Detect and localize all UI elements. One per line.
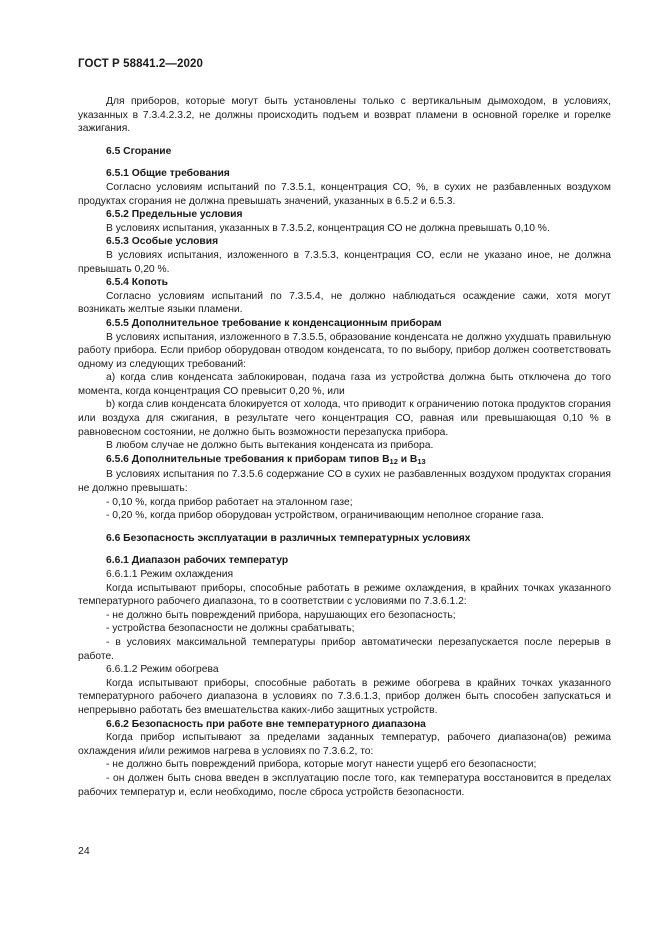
paragraph: 6.6.1.1 Режим охлаждения bbox=[106, 569, 234, 580]
subscript: 13 bbox=[417, 456, 426, 466]
paragraph: Для приборов, которые могут быть установлены только с вертикальным дымоходом, в условиях, указанных в 7.3.4.2.3.2, не должны происходить подъем и возврат пламени в основной горелке и горелке зажигания. bbox=[78, 96, 611, 135]
section-heading: 6.5.4 Копоть bbox=[106, 277, 168, 289]
paragraph: - 0,10 %, когда прибор работает на эталонном газе; bbox=[106, 496, 353, 508]
paragraph: Согласно условиям испытаний по 7.3.5.4, не должно наблюдаться осаждение сажи, хотя могут возникать желтые языки пламени. bbox=[78, 290, 611, 316]
subscript: 12 bbox=[389, 456, 398, 466]
paragraph: В условиях испытания по 7.3.5.6 содержание СО в сухих не разбавленных воздухом продуктах сгорания не должно превышать: bbox=[78, 469, 611, 495]
section-heading: 6.6.1 Диапазон рабочих температур bbox=[106, 555, 289, 567]
heading-text: и B bbox=[397, 453, 418, 465]
spacer bbox=[78, 158, 611, 167]
paragraph: В условиях испытания, указанных в 7.3.5.2, концентрация СО не должна превышать 0,10 %. bbox=[106, 222, 550, 234]
paragraph: Когда испытывают приборы, способные работать в режиме охлаждения, в крайних точках указанного температурного рабочего диапазона, то в соответствии с условиями по 7.3.6.1.2: bbox=[78, 582, 611, 608]
paragraph: Когда испытывают приборы, способные работать в режиме обогрева в крайних точках указанного температурного рабочего диапазона в условиях по 7.3.6.1.3, прибор должен быть способен запускаться и непрерывно работать без вмешательства каких-либо защитных устройств. bbox=[78, 677, 611, 716]
paragraph: - не должно быть повреждений прибора, которые могут нанести ущерб его безопасности; bbox=[106, 759, 537, 771]
heading-text: 6.5.6 Дополнительные требования к приборам типов B bbox=[106, 453, 390, 465]
paragraph: - в условиях максимальной температуры прибор автоматически перезапускается после перерыв в работе. bbox=[78, 636, 611, 662]
paragraph: В любом случае не должно быть вытекания конденсата из прибора. bbox=[106, 440, 434, 452]
paragraph: В условиях испытания, изложенного в 7.3.5.5, образование конденсата не должно ухудшать правильную работу прибора. Если прибор оборудован отводом конденсата, то по выбору, прибор должен соответствовать одному из следующих требований: bbox=[78, 331, 611, 370]
paragraph: - 0,20 %, когда прибор оборудован устройством, ограничивающим неполное сгорание газа. bbox=[106, 510, 544, 522]
section-heading: 6.5.3 Особые условия bbox=[106, 236, 219, 248]
spacer bbox=[78, 523, 611, 532]
section-heading: 6.5.1 Общие требования bbox=[106, 168, 230, 180]
paragraph: - устройства безопасности не должны срабатывать; bbox=[106, 623, 355, 635]
section-heading: 6.6 Безопасность эксплуатации в различных температурных условиях bbox=[106, 532, 471, 544]
paragraph: - не должно быть повреждений прибора, нарушающих его безопасность; bbox=[106, 609, 456, 621]
paragraph: a) когда слив конденсата заблокирован, подача газа из устройства должна быть отключена до того момента, когда концентрация СО превысит 0,20 %, или bbox=[78, 372, 611, 397]
section-heading: 6.5 Сгорание bbox=[106, 145, 172, 157]
paragraph: 6.6.1.2 Режим обогрева bbox=[106, 664, 219, 676]
document-body bbox=[78, 95, 611, 799]
spacer bbox=[78, 545, 611, 554]
paragraph: b) когда слив конденсата блокируется от холода, что приводит к ограничению потока продуктов сгорания или воздуха для сжигания, в результате чего концентрация СО, равная или превышающая 0,10 % в равновесном состоянии, не должно быть возможности перезапуска прибора. bbox=[78, 399, 611, 438]
section-heading: 6.6.2 Безопасность при работе вне температурного диапазона bbox=[106, 718, 426, 730]
spacer bbox=[78, 136, 611, 145]
paragraph: Согласно условиям испытаний по 7.3.5.1, концентрация СО, %, в сухих не разбавленных воздухом продуктах сгорания не должна превышать значений, указанных в 6.5.2 и 6.5.3. bbox=[78, 181, 611, 207]
paragraph: В условиях испытания, изложенного в 7.3.5.3, концентрация СО, если не указано иное, не должна превышать 0,20 %. bbox=[78, 249, 611, 275]
page-number: 24 bbox=[78, 845, 90, 857]
section-heading bbox=[78, 453, 611, 469]
paragraph: - он должен быть снова введен в эксплуатацию после того, как температура восстановится в пределах рабочих температур и, если необходимо, после сброса устройств безопасности. bbox=[78, 772, 611, 798]
section-heading: 6.5.5 Дополнительное требование к конденсационным приборам bbox=[106, 317, 442, 329]
paragraph: Когда прибор испытывают за пределами заданных температур, рабочего диапазона(ов) режима охлаждения и/или режимов нагрева в условиях по 7.3.6.2, то: bbox=[78, 732, 611, 757]
section-heading: 6.5.2 Предельные условия bbox=[106, 209, 243, 221]
document-header: ГОСТ Р 58841.2—2020 bbox=[78, 58, 203, 70]
